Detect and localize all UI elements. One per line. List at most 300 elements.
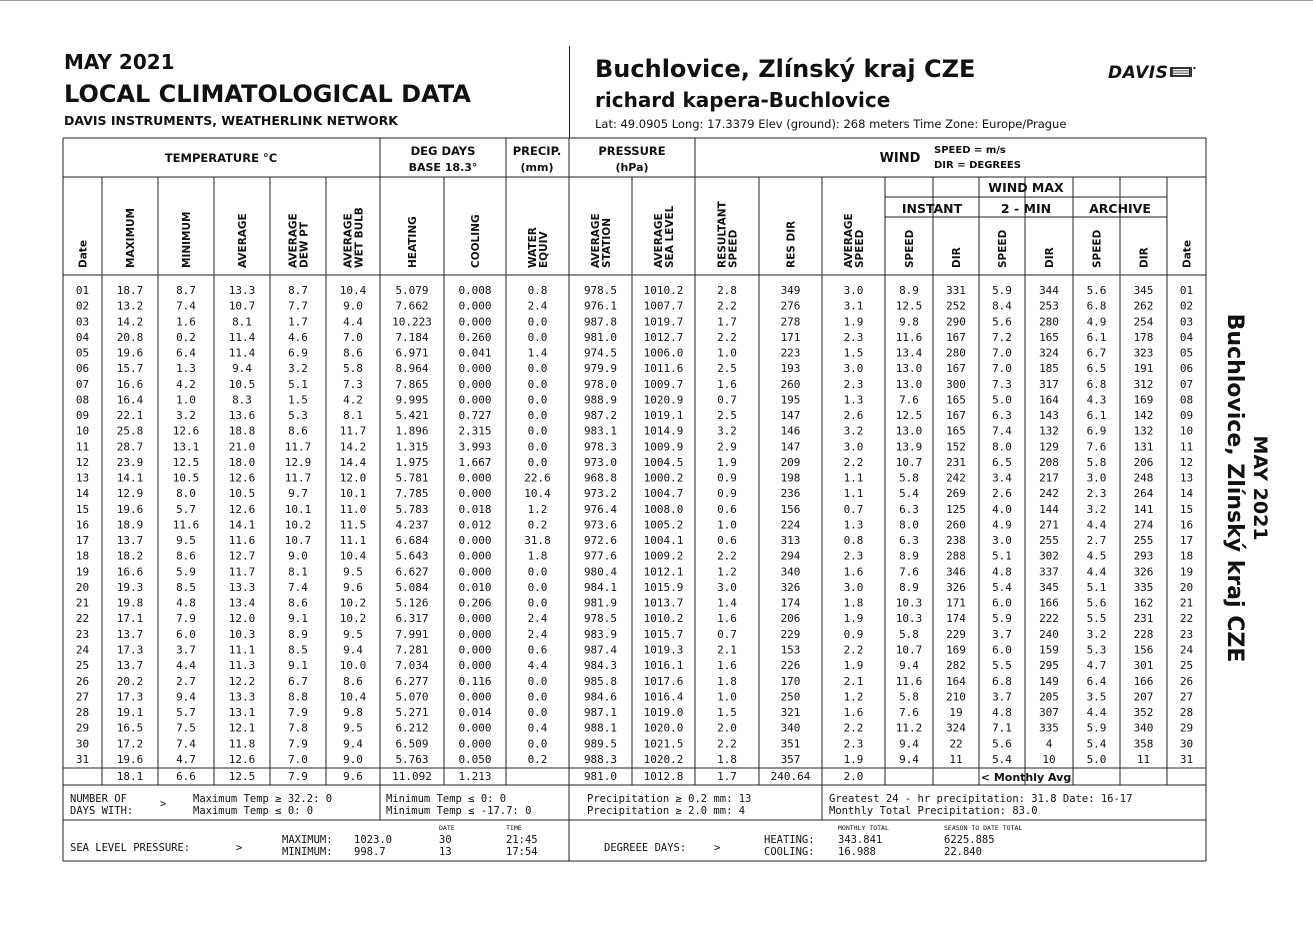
row-date: 15 (75, 502, 90, 516)
table-cell: 222 (1039, 612, 1059, 626)
table-cell: 2.4 (527, 627, 548, 641)
monthly-average-cell: 18.1 (116, 770, 144, 783)
table-cell: 4.7 (176, 752, 196, 766)
table-cell: 0.2 (527, 518, 548, 532)
table-cell: 5.4 (992, 752, 1012, 766)
table-cell: 3.0 (992, 534, 1012, 548)
table-cell: 1006.0 (643, 346, 684, 360)
table-cell: 8.7 (176, 284, 196, 297)
table-cell: 976.1 (583, 299, 618, 313)
max-temp-high-count: Maximum Temp ≥ 32.2: 0 (193, 793, 333, 805)
table-cell: 226 (780, 659, 801, 673)
table-cell: 206 (780, 612, 801, 626)
table-cell: 313 (780, 534, 801, 548)
column-label-average: AVERAGE (843, 213, 855, 268)
table-cell: 1.9 (843, 612, 864, 626)
row-date: 21 (1179, 596, 1194, 610)
table-cell: 8.5 (288, 643, 308, 657)
table-cell: 18.9 (116, 518, 144, 532)
table-cell: 5.1 (992, 549, 1012, 563)
row-date: 13 (1179, 471, 1194, 485)
table-cell: 0.0 (527, 315, 548, 329)
table-cell: 1004.7 (643, 487, 684, 501)
table-cell: 326 (1133, 565, 1154, 579)
table-cell: 31.8 (524, 534, 551, 548)
row-date: 15 (1179, 502, 1194, 516)
table-cell: 0.8 (843, 534, 864, 548)
report-title: LOCAL CLIMATOLOGICAL DATA (64, 80, 471, 108)
table-cell: 8.964 (395, 362, 429, 376)
table-cell: 11.7 (284, 471, 312, 485)
table-cell: 23.9 (116, 455, 144, 469)
table-cell: 13.0 (895, 424, 923, 438)
table-cell: 5.8 (899, 690, 919, 704)
table-cell: 19 (949, 706, 963, 720)
table-cell: 13.0 (895, 362, 923, 376)
table-cell: 1.896 (395, 424, 429, 438)
table-cell: 193 (780, 362, 801, 376)
row-date: 01 (75, 284, 90, 297)
row-date: 26 (1179, 674, 1194, 688)
table-cell: 2.2 (717, 737, 737, 751)
wind-instant-label: INSTANT (901, 201, 963, 216)
table-cell: 17.1 (116, 612, 144, 626)
table-cell: 5.643 (395, 549, 429, 563)
table-cell: 178 (1133, 330, 1154, 344)
table-cell: 159 (1039, 643, 1059, 657)
table-cell: 326 (946, 580, 966, 594)
table-cell: 7.9 (288, 706, 308, 720)
column-label-sea-level: SEA LEVEL (664, 205, 676, 268)
table-cell: 248 (1133, 471, 1154, 485)
table-cell: 13.7 (116, 627, 144, 641)
row-date: 10 (75, 424, 90, 438)
table-cell: 13.4 (228, 596, 256, 610)
slp-max-value: 1023.0 (354, 834, 392, 846)
table-cell: 323 (1133, 346, 1154, 360)
row-date: 31 (1179, 752, 1194, 766)
row-date: 13 (75, 471, 90, 485)
table-cell: 345 (1133, 284, 1154, 297)
table-cell: 6.509 (395, 737, 429, 751)
table-cell: 5.9 (992, 612, 1012, 626)
table-cell: 5.6 (992, 737, 1012, 751)
table-cell: 1019.1 (643, 409, 684, 423)
table-cell: 153 (780, 643, 801, 657)
table-cell: 6.8 (992, 674, 1012, 688)
row-date: 10 (1179, 424, 1194, 438)
pressure-group-label: PRESSURE (598, 144, 666, 158)
row-date: 27 (75, 690, 90, 704)
table-cell: 1010.2 (643, 284, 684, 297)
column-label-average: AVERAGE (237, 213, 249, 268)
table-cell: 5.4 (899, 487, 919, 501)
table-cell: 131 (1133, 440, 1154, 454)
table-cell: 2.2 (843, 455, 864, 469)
table-cell: 280 (1039, 315, 1059, 329)
table-cell: 10.2 (339, 596, 367, 610)
table-cell: 1.667 (458, 455, 492, 469)
table-cell: 10.4 (339, 284, 367, 297)
table-cell: 231 (946, 455, 966, 469)
table-cell: 9.5 (176, 534, 196, 548)
table-cell: 2.0 (717, 721, 737, 735)
table-cell: 978.5 (583, 284, 618, 297)
table-cell: 317 (1039, 377, 1059, 391)
column-label-average: AVERAGE (590, 213, 602, 268)
table-cell: 231 (1133, 612, 1154, 626)
table-cell: 358 (1133, 737, 1154, 751)
table-cell: 1.4 (717, 596, 737, 610)
table-cell: 1.1 (843, 471, 864, 485)
table-cell: 0.000 (458, 487, 492, 501)
table-cell: 5.8 (899, 627, 919, 641)
table-cell: 10.3 (228, 627, 256, 641)
table-cell: 988.1 (583, 721, 618, 735)
table-cell: 1.315 (395, 440, 429, 454)
table-cell: 18.0 (228, 455, 256, 469)
table-cell: 1.6 (717, 612, 737, 626)
table-cell: 7.5 (176, 721, 196, 735)
table-cell: 0.000 (458, 549, 492, 563)
table-cell: 11.4 (228, 346, 256, 360)
column-label-dew-pt: DEW PT (298, 222, 311, 268)
table-cell: 11 (1136, 752, 1151, 766)
table-cell: 12.0 (339, 471, 367, 485)
table-cell: 324 (1039, 346, 1059, 360)
table-cell: 11.6 (895, 674, 923, 688)
table-cell: 13.7 (116, 534, 144, 548)
row-date: 25 (1179, 659, 1194, 673)
network-name: DAVIS INSTRUMENTS, WEATHERLINK NETWORK (64, 113, 398, 128)
table-cell: 14.1 (116, 471, 144, 485)
row-date: 09 (1179, 409, 1194, 423)
table-cell: 3.2 (288, 362, 308, 376)
report-month: MAY 2021 (64, 50, 175, 74)
table-cell: 9.0 (288, 549, 308, 563)
table-cell: 8.5 (176, 580, 196, 594)
table-cell: 302 (1039, 549, 1059, 563)
table-cell: 2.9 (717, 440, 737, 454)
table-cell: 1020.2 (643, 752, 684, 766)
column-label-maximum: MAXIMUM (125, 207, 137, 268)
table-cell: 2.4 (527, 299, 548, 313)
row-date: 06 (75, 362, 90, 376)
table-cell: 1.3 (843, 393, 864, 407)
table-cell: 274 (1133, 518, 1154, 532)
table-cell: 12.5 (895, 409, 923, 423)
table-cell: 2.3 (843, 737, 864, 751)
table-cell: 1019.3 (643, 643, 684, 657)
table-cell: 2.7 (1086, 534, 1107, 548)
table-cell: 238 (946, 534, 966, 548)
table-cell: 19.6 (116, 752, 144, 766)
table-cell: 7.4 (176, 299, 196, 313)
table-cell: 1.1 (843, 487, 864, 501)
table-cell: 4.4 (1086, 518, 1107, 532)
table-cell: 984.1 (583, 580, 618, 594)
row-date: 25 (75, 659, 90, 673)
table-cell: 324 (946, 721, 966, 735)
table-cell: 7.0 (992, 346, 1012, 360)
table-cell: 9.1 (288, 612, 308, 626)
table-cell: 4 (1045, 737, 1053, 751)
table-cell: 5.6 (992, 315, 1012, 329)
table-cell: 307 (1039, 706, 1059, 720)
row-date: 28 (1179, 706, 1194, 720)
table-cell: 11.2 (895, 721, 923, 735)
table-cell: 6.0 (992, 643, 1012, 657)
table-cell: 3.2 (176, 409, 196, 423)
table-cell: 1015.7 (643, 627, 684, 641)
table-cell: 0.018 (458, 502, 492, 516)
table-cell: 7.9 (176, 612, 196, 626)
table-cell: 4.0 (992, 502, 1012, 516)
column-label-dir: DIR (1138, 247, 1151, 268)
table-cell: 0.2 (176, 330, 196, 344)
table-cell: 1017.6 (643, 674, 684, 688)
row-date: 23 (75, 627, 90, 641)
column-label-average: AVERAGE (653, 213, 665, 268)
table-cell: 7.6 (1086, 440, 1107, 454)
table-cell: 12.9 (116, 487, 144, 501)
table-cell: 8.1 (232, 315, 252, 329)
column-label-speed: SPEED (1091, 229, 1104, 268)
table-cell: 0.000 (458, 690, 492, 704)
table-cell: 5.5 (1086, 612, 1107, 626)
monthly-average-cell: 240.64 (770, 770, 811, 783)
table-cell: 13.4 (895, 346, 923, 360)
table-cell: 147 (780, 409, 801, 423)
table-cell: 0.000 (458, 362, 492, 376)
sea-level-pressure-label: SEA LEVEL PRESSURE: (70, 842, 191, 854)
table-cell: 9.6 (343, 580, 363, 594)
column-label-speed: SPEED (997, 229, 1009, 268)
table-cell: 331 (946, 284, 966, 297)
table-cell: 10.3 (895, 612, 923, 626)
table-cell: 5.9 (1086, 721, 1107, 735)
table-cell: 981.9 (583, 596, 618, 610)
table-cell: 5.5 (992, 659, 1012, 673)
table-cell: 7.2 (992, 330, 1012, 344)
row-date: 27 (1179, 690, 1194, 704)
table-cell: 1011.6 (643, 362, 684, 376)
table-cell: 13.3 (228, 690, 256, 704)
table-cell: 0.000 (458, 377, 492, 391)
row-date: 09 (75, 409, 90, 423)
monthly-average-cell: 2.0 (843, 770, 864, 783)
table-cell: 344 (1039, 284, 1059, 297)
table-cell: 13.0 (895, 377, 923, 391)
table-cell: 983.9 (583, 627, 618, 641)
table-cell: 12.6 (172, 424, 200, 438)
table-cell: 22.1 (116, 409, 144, 423)
table-cell: 0.0 (527, 737, 548, 751)
table-cell: 13.3 (228, 580, 256, 594)
table-cell: 280 (946, 346, 966, 360)
table-cell: 3.993 (458, 440, 492, 454)
table-cell: 4.4 (1086, 565, 1107, 579)
table-cell: 9.1 (288, 659, 308, 673)
days-with-arrow: > (160, 798, 167, 810)
row-date: 16 (1179, 518, 1194, 532)
table-cell: 340 (1133, 721, 1154, 735)
min-temp-low-count: Minimum Temp ≤ 0: 0 (386, 793, 507, 805)
table-cell: 5.1 (288, 377, 308, 391)
table-cell: 20.2 (116, 674, 144, 688)
table-cell: 224 (780, 518, 801, 532)
table-cell: 1.8 (717, 752, 737, 766)
wind-group-label: WIND (879, 151, 921, 166)
table-cell: 11 (949, 752, 963, 766)
table-cell: 987.4 (583, 643, 618, 657)
table-cell: 164 (946, 674, 966, 688)
heating-season-total: 6225.885 (944, 834, 995, 846)
table-cell: 171 (780, 330, 801, 344)
row-date: 19 (1179, 565, 1194, 579)
table-cell: 1.4 (527, 346, 548, 360)
table-cell: 2.2 (717, 549, 737, 563)
table-cell: 0.000 (458, 315, 492, 329)
table-cell: 12.7 (228, 549, 256, 563)
table-cell: 6.9 (288, 346, 308, 360)
table-cell: 28.7 (116, 440, 144, 454)
table-cell: 1000.2 (643, 471, 684, 485)
table-cell: 152 (946, 440, 966, 454)
table-cell: 260 (780, 377, 801, 391)
slp-date-heading: DATE (439, 824, 455, 832)
table-cell: 987.2 (583, 409, 618, 423)
table-cell: 1005.2 (643, 518, 684, 532)
table-cell: 7.3 (343, 377, 363, 391)
table-cell: 5.9 (992, 284, 1012, 297)
table-cell: 5.3 (1086, 643, 1107, 657)
table-cell: 132 (1039, 424, 1059, 438)
row-date: 05 (1179, 346, 1194, 360)
table-cell: 984.6 (583, 690, 618, 704)
table-cell: 143 (1039, 409, 1059, 423)
table-cell: 7.6 (899, 706, 919, 720)
table-cell: 5.0 (1086, 752, 1107, 766)
table-cell: 2.3 (843, 330, 864, 344)
table-cell: 4.9 (992, 518, 1012, 532)
table-cell: 0.050 (458, 752, 492, 766)
season-total-heading: SEASON TO DATE TOTAL (944, 824, 1023, 832)
table-cell: 205 (1039, 690, 1059, 704)
table-cell: 976.4 (583, 502, 618, 516)
table-cell: 7.6 (899, 393, 919, 407)
heating-label: HEATING: (764, 834, 815, 846)
row-date: 30 (75, 737, 90, 751)
table-cell: 0.0 (527, 690, 548, 704)
table-cell: 3.0 (843, 362, 864, 376)
sea-level-pressure-arrow: > (236, 842, 243, 854)
table-cell: 7.1 (992, 721, 1012, 735)
table-cell: 9.4 (176, 690, 196, 704)
table-cell: 1019.7 (643, 315, 684, 329)
table-cell: 4.4 (176, 659, 196, 673)
table-cell: 236 (780, 487, 801, 501)
row-date: 06 (1179, 362, 1194, 376)
table-cell: 6.212 (395, 721, 429, 735)
table-cell: 1.975 (395, 455, 429, 469)
table-cell: 0.9 (843, 627, 864, 641)
row-date: 14 (1179, 487, 1194, 501)
table-cell: 7.0 (343, 330, 363, 344)
table-cell: 3.0 (843, 580, 864, 594)
table-cell: 968.8 (583, 471, 618, 485)
table-cell: 0.0 (527, 440, 548, 454)
table-cell: 973.6 (583, 518, 618, 532)
table-cell: 1.6 (717, 377, 737, 391)
table-cell: 276 (780, 299, 801, 313)
table-cell: 10.5 (172, 471, 200, 485)
row-date: 08 (75, 393, 90, 407)
table-cell: 0.9 (717, 487, 737, 501)
table-cell: 0.0 (527, 455, 548, 469)
table-cell: 198 (780, 471, 801, 485)
table-cell: 1008.0 (643, 502, 684, 516)
table-cell: 4.2 (176, 377, 196, 391)
table-cell: 166 (1039, 596, 1059, 610)
table-cell: 11.1 (228, 643, 256, 657)
degdays-base-label: BASE 18.3° (408, 161, 478, 174)
slp-min-date: 13 (439, 846, 452, 858)
column-label-water: WATER (527, 227, 539, 268)
table-cell: 208 (1039, 455, 1059, 469)
table-cell: 0.000 (458, 627, 492, 641)
table-cell: 3.0 (843, 440, 864, 454)
table-cell: 12.1 (228, 721, 256, 735)
table-cell: 8.4 (992, 299, 1012, 313)
min-temp-extreme-count: Minimum Temp ≤ -17.7: 0 (386, 805, 532, 817)
table-cell: 132 (1133, 424, 1154, 438)
table-cell: 282 (946, 659, 966, 673)
table-cell: 12.5 (895, 299, 923, 313)
table-cell: 294 (780, 549, 801, 563)
table-cell: 16.6 (116, 377, 144, 391)
table-cell: 4.8 (176, 596, 196, 610)
table-cell: 209 (780, 455, 801, 469)
table-cell: 8.6 (288, 424, 308, 438)
table-cell: 4.8 (992, 565, 1012, 579)
column-label-average: AVERAGE (287, 213, 300, 268)
monthly-average-cell: 6.6 (176, 770, 196, 783)
table-cell: 2.315 (458, 424, 492, 438)
table-cell: 10.5 (228, 377, 256, 391)
table-cell: 1.2 (717, 565, 737, 579)
table-cell: 2.5 (717, 362, 737, 376)
table-cell: 9.4 (343, 737, 363, 751)
table-cell: 337 (1039, 565, 1059, 579)
table-cell: 1.3 (176, 362, 196, 376)
table-cell: 242 (1039, 487, 1059, 501)
table-cell: 3.1 (843, 299, 864, 313)
row-date: 18 (1179, 549, 1194, 563)
row-date: 26 (75, 674, 90, 688)
table-cell: 11.7 (228, 565, 256, 579)
table-cell: 5.3 (288, 409, 308, 423)
monthly-total-precip: Monthly Total Precipitation: 83.0 (829, 805, 1038, 817)
table-cell: 1019.0 (643, 706, 684, 720)
table-cell: 18.2 (116, 549, 144, 563)
table-cell: 10.223 (392, 315, 432, 329)
table-cell: 974.5 (583, 346, 618, 360)
table-cell: 4.3 (1086, 393, 1107, 407)
table-cell: 19.6 (116, 502, 144, 516)
table-cell: 1.0 (176, 393, 196, 407)
table-cell: 18.8 (228, 424, 256, 438)
